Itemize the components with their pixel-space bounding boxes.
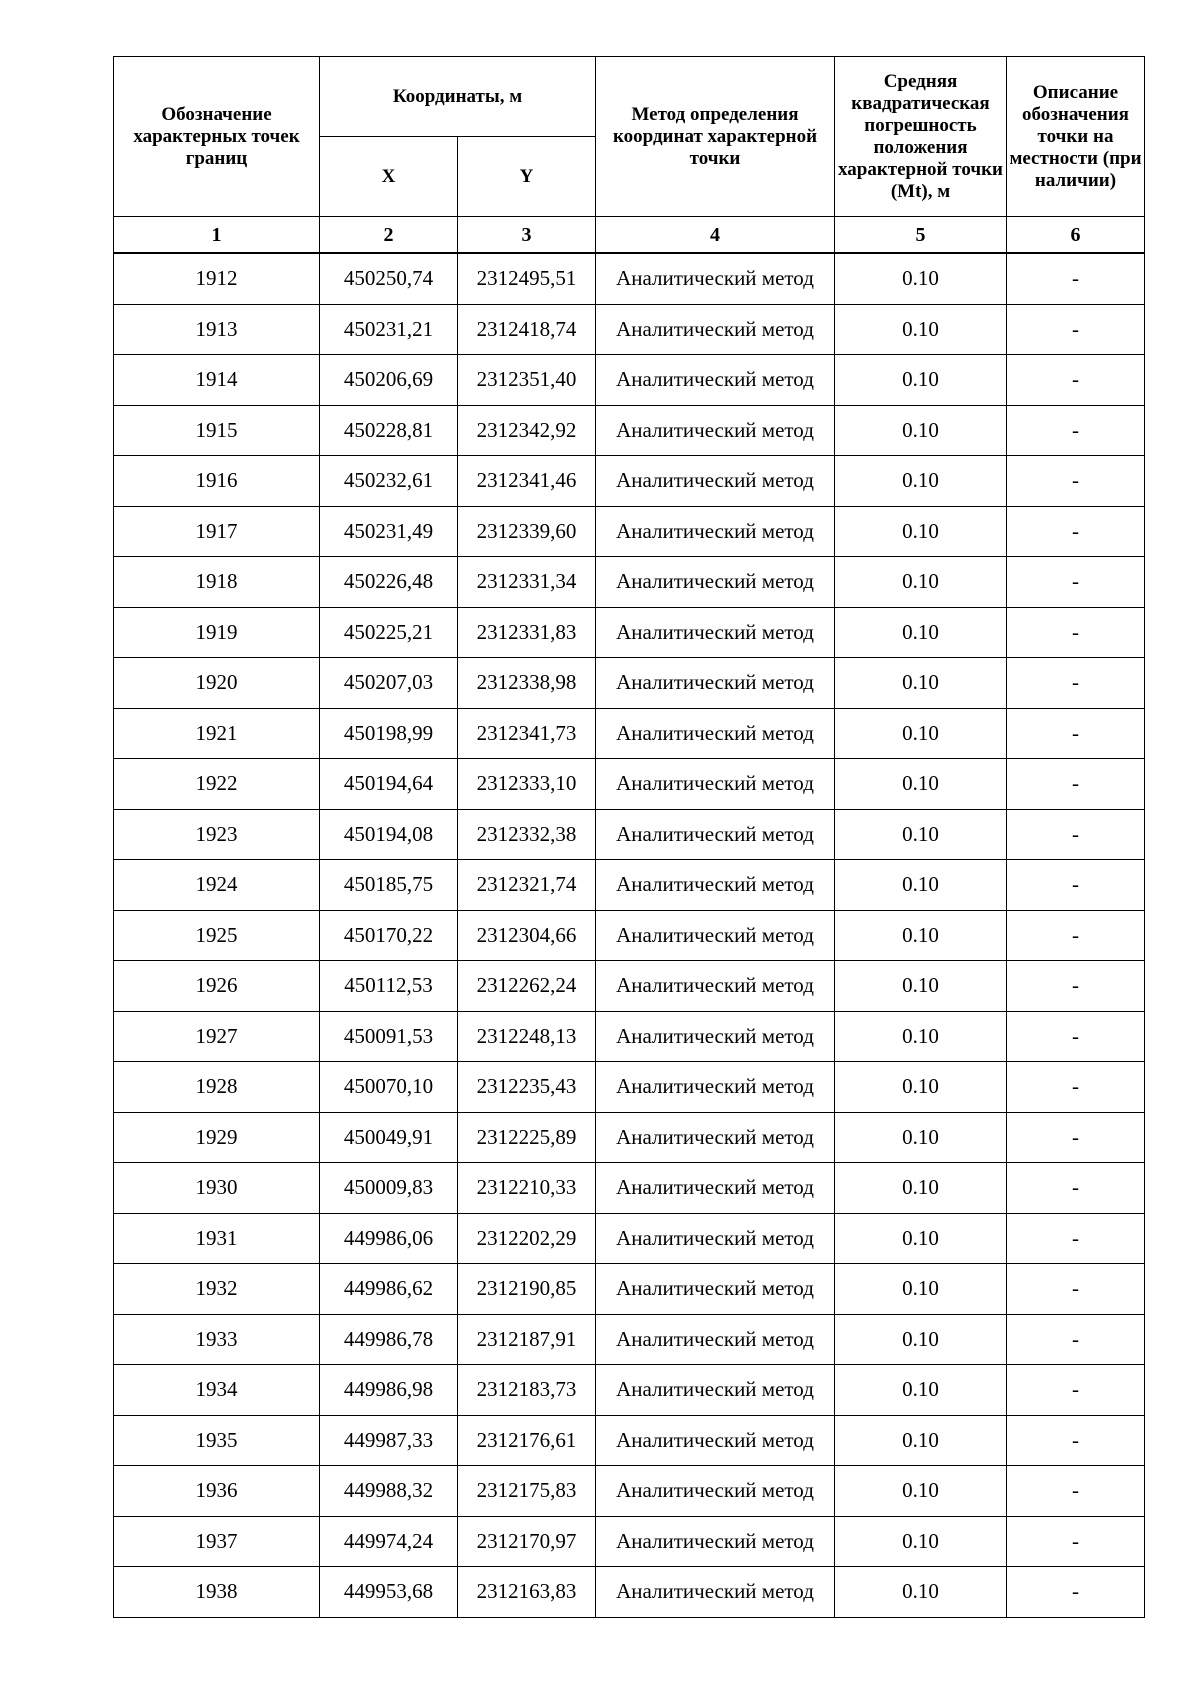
cell-method: Аналитический метод bbox=[596, 1264, 835, 1315]
header-number-3: 3 bbox=[458, 217, 596, 253]
cell-point: 1928 bbox=[114, 1062, 320, 1113]
cell-y: 2312418,74 bbox=[458, 304, 596, 355]
header-number-6: 6 bbox=[1007, 217, 1145, 253]
cell-point: 1921 bbox=[114, 708, 320, 759]
cell-x: 450112,53 bbox=[320, 961, 458, 1012]
cell-mt: 0.10 bbox=[835, 1062, 1007, 1113]
cell-mt: 0.10 bbox=[835, 557, 1007, 608]
cell-y: 2312183,73 bbox=[458, 1365, 596, 1416]
cell-mt: 0.10 bbox=[835, 304, 1007, 355]
cell-method: Аналитический метод bbox=[596, 456, 835, 507]
table-row bbox=[114, 961, 1145, 1012]
cell-y: 2312338,98 bbox=[458, 658, 596, 709]
header-description: Описание обозначения точки на местности (при наличии) bbox=[1007, 57, 1145, 217]
table-row bbox=[114, 1466, 1145, 1517]
cell-description: - bbox=[1007, 1466, 1145, 1517]
cell-x: 450207,03 bbox=[320, 658, 458, 709]
table-row bbox=[114, 1163, 1145, 1214]
cell-description: - bbox=[1007, 1011, 1145, 1062]
table-row bbox=[114, 1365, 1145, 1416]
table-row bbox=[114, 1516, 1145, 1567]
cell-mt: 0.10 bbox=[835, 1415, 1007, 1466]
cell-y: 2312235,43 bbox=[458, 1062, 596, 1113]
cell-description: - bbox=[1007, 1516, 1145, 1567]
cell-x: 450194,64 bbox=[320, 759, 458, 810]
cell-mt: 0.10 bbox=[835, 708, 1007, 759]
cell-mt: 0.10 bbox=[835, 1112, 1007, 1163]
cell-description: - bbox=[1007, 910, 1145, 961]
cell-x: 450185,75 bbox=[320, 860, 458, 911]
cell-point: 1933 bbox=[114, 1314, 320, 1365]
cell-description: - bbox=[1007, 607, 1145, 658]
cell-point: 1918 bbox=[114, 557, 320, 608]
table-row bbox=[114, 708, 1145, 759]
cell-x: 450091,53 bbox=[320, 1011, 458, 1062]
cell-method: Аналитический метод bbox=[596, 607, 835, 658]
cell-method: Аналитический метод bbox=[596, 1163, 835, 1214]
cell-method: Аналитический метод bbox=[596, 304, 835, 355]
cell-x: 450226,48 bbox=[320, 557, 458, 608]
cell-mt: 0.10 bbox=[835, 405, 1007, 456]
cell-method: Аналитический метод bbox=[596, 1516, 835, 1567]
cell-point: 1936 bbox=[114, 1466, 320, 1517]
cell-description: - bbox=[1007, 708, 1145, 759]
cell-y: 2312333,10 bbox=[458, 759, 596, 810]
cell-mt: 0.10 bbox=[835, 658, 1007, 709]
cell-y: 2312331,83 bbox=[458, 607, 596, 658]
cell-mt: 0.10 bbox=[835, 1516, 1007, 1567]
cell-description: - bbox=[1007, 304, 1145, 355]
cell-mt: 0.10 bbox=[835, 456, 1007, 507]
cell-description: - bbox=[1007, 759, 1145, 810]
cell-point: 1916 bbox=[114, 456, 320, 507]
cell-description: - bbox=[1007, 1213, 1145, 1264]
cell-mt: 0.10 bbox=[835, 860, 1007, 911]
cell-point: 1927 bbox=[114, 1011, 320, 1062]
table-row bbox=[114, 1264, 1145, 1315]
cell-method: Аналитический метод bbox=[596, 860, 835, 911]
cell-y: 2312351,40 bbox=[458, 355, 596, 406]
cell-x: 450070,10 bbox=[320, 1062, 458, 1113]
cell-mt: 0.10 bbox=[835, 1163, 1007, 1214]
cell-method: Аналитический метод bbox=[596, 506, 835, 557]
cell-description: - bbox=[1007, 506, 1145, 557]
header-error: Средняя квадратическая погрешность положения характерной точки (Mt), м bbox=[835, 57, 1007, 217]
cell-y: 2312202,29 bbox=[458, 1213, 596, 1264]
cell-y: 2312331,34 bbox=[458, 557, 596, 608]
cell-point: 1926 bbox=[114, 961, 320, 1012]
cell-y: 2312248,13 bbox=[458, 1011, 596, 1062]
cell-point: 1917 bbox=[114, 506, 320, 557]
cell-point: 1919 bbox=[114, 607, 320, 658]
cell-y: 2312321,74 bbox=[458, 860, 596, 911]
cell-y: 2312332,38 bbox=[458, 809, 596, 860]
cell-point: 1935 bbox=[114, 1415, 320, 1466]
coordinates-table bbox=[113, 253, 1145, 1618]
cell-y: 2312342,92 bbox=[458, 405, 596, 456]
cell-method: Аналитический метод bbox=[596, 961, 835, 1012]
table-row bbox=[114, 658, 1145, 709]
cell-y: 2312170,97 bbox=[458, 1516, 596, 1567]
cell-x: 450206,69 bbox=[320, 355, 458, 406]
cell-description: - bbox=[1007, 456, 1145, 507]
cell-x: 450170,22 bbox=[320, 910, 458, 961]
table-row bbox=[114, 759, 1145, 810]
cell-method: Аналитический метод bbox=[596, 708, 835, 759]
cell-description: - bbox=[1007, 1062, 1145, 1113]
cell-description: - bbox=[1007, 1365, 1145, 1416]
cell-mt: 0.10 bbox=[835, 1567, 1007, 1618]
header-method: Метод определения координат характерной точки bbox=[596, 57, 835, 217]
cell-description: - bbox=[1007, 1163, 1145, 1214]
cell-mt: 0.10 bbox=[835, 254, 1007, 305]
cell-mt: 0.10 bbox=[835, 1466, 1007, 1517]
cell-point: 1920 bbox=[114, 658, 320, 709]
cell-method: Аналитический метод bbox=[596, 1112, 835, 1163]
cell-description: - bbox=[1007, 860, 1145, 911]
cell-method: Аналитический метод bbox=[596, 910, 835, 961]
header-number-5: 5 bbox=[835, 217, 1007, 253]
cell-method: Аналитический метод bbox=[596, 1365, 835, 1416]
cell-y: 2312225,89 bbox=[458, 1112, 596, 1163]
cell-y: 2312175,83 bbox=[458, 1466, 596, 1517]
cell-point: 1922 bbox=[114, 759, 320, 810]
header-coordinates: Координаты, м bbox=[320, 57, 596, 137]
cell-description: - bbox=[1007, 658, 1145, 709]
cell-method: Аналитический метод bbox=[596, 1415, 835, 1466]
table-row bbox=[114, 1415, 1145, 1466]
cell-description: - bbox=[1007, 809, 1145, 860]
cell-x: 449986,78 bbox=[320, 1314, 458, 1365]
table-row bbox=[114, 910, 1145, 961]
cell-mt: 0.10 bbox=[835, 607, 1007, 658]
cell-x: 449986,98 bbox=[320, 1365, 458, 1416]
cell-method: Аналитический метод bbox=[596, 254, 835, 305]
cell-point: 1931 bbox=[114, 1213, 320, 1264]
cell-point: 1932 bbox=[114, 1264, 320, 1315]
cell-x: 449988,32 bbox=[320, 1466, 458, 1517]
cell-point: 1923 bbox=[114, 809, 320, 860]
table-row bbox=[114, 405, 1145, 456]
table-row bbox=[114, 254, 1145, 305]
cell-point: 1937 bbox=[114, 1516, 320, 1567]
cell-point: 1914 bbox=[114, 355, 320, 406]
cell-mt: 0.10 bbox=[835, 1011, 1007, 1062]
cell-mt: 0.10 bbox=[835, 1314, 1007, 1365]
cell-description: - bbox=[1007, 254, 1145, 305]
cell-x: 450232,61 bbox=[320, 456, 458, 507]
table-row bbox=[114, 1062, 1145, 1113]
cell-description: - bbox=[1007, 557, 1145, 608]
cell-method: Аналитический метод bbox=[596, 1011, 835, 1062]
cell-point: 1925 bbox=[114, 910, 320, 961]
table-row bbox=[114, 1112, 1145, 1163]
cell-mt: 0.10 bbox=[835, 1365, 1007, 1416]
header-number-4: 4 bbox=[596, 217, 835, 253]
cell-y: 2312341,73 bbox=[458, 708, 596, 759]
cell-description: - bbox=[1007, 1112, 1145, 1163]
cell-x: 450009,83 bbox=[320, 1163, 458, 1214]
table-row bbox=[114, 1567, 1145, 1618]
cell-description: - bbox=[1007, 1567, 1145, 1618]
cell-method: Аналитический метод bbox=[596, 557, 835, 608]
header-point-designation: Обозначение характерных точек границ bbox=[114, 57, 320, 217]
cell-mt: 0.10 bbox=[835, 809, 1007, 860]
cell-x: 449986,62 bbox=[320, 1264, 458, 1315]
header-x: X bbox=[320, 137, 458, 217]
cell-method: Аналитический метод bbox=[596, 405, 835, 456]
cell-y: 2312190,85 bbox=[458, 1264, 596, 1315]
cell-description: - bbox=[1007, 405, 1145, 456]
cell-point: 1934 bbox=[114, 1365, 320, 1416]
cell-method: Аналитический метод bbox=[596, 1314, 835, 1365]
table-row bbox=[114, 860, 1145, 911]
table-row bbox=[114, 809, 1145, 860]
table-row bbox=[114, 607, 1145, 658]
cell-x: 450250,74 bbox=[320, 254, 458, 305]
table-row bbox=[114, 1314, 1145, 1365]
cell-method: Аналитический метод bbox=[596, 1567, 835, 1618]
table-header bbox=[113, 56, 1145, 253]
cell-x: 450049,91 bbox=[320, 1112, 458, 1163]
cell-point: 1915 bbox=[114, 405, 320, 456]
cell-method: Аналитический метод bbox=[596, 1213, 835, 1264]
cell-y: 2312304,66 bbox=[458, 910, 596, 961]
cell-y: 2312341,46 bbox=[458, 456, 596, 507]
cell-y: 2312163,83 bbox=[458, 1567, 596, 1618]
header-number-2: 2 bbox=[320, 217, 458, 253]
cell-description: - bbox=[1007, 355, 1145, 406]
cell-point: 1938 bbox=[114, 1567, 320, 1618]
header-number-1: 1 bbox=[114, 217, 320, 253]
cell-mt: 0.10 bbox=[835, 1213, 1007, 1264]
cell-y: 2312495,51 bbox=[458, 254, 596, 305]
cell-mt: 0.10 bbox=[835, 961, 1007, 1012]
table-row bbox=[114, 456, 1145, 507]
cell-point: 1929 bbox=[114, 1112, 320, 1163]
cell-x: 450231,21 bbox=[320, 304, 458, 355]
cell-mt: 0.10 bbox=[835, 355, 1007, 406]
cell-mt: 0.10 bbox=[835, 506, 1007, 557]
table-row bbox=[114, 1011, 1145, 1062]
cell-y: 2312176,61 bbox=[458, 1415, 596, 1466]
cell-method: Аналитический метод bbox=[596, 1062, 835, 1113]
cell-description: - bbox=[1007, 1264, 1145, 1315]
cell-x: 450225,21 bbox=[320, 607, 458, 658]
table-row bbox=[114, 1213, 1145, 1264]
cell-method: Аналитический метод bbox=[596, 355, 835, 406]
cell-y: 2312187,91 bbox=[458, 1314, 596, 1365]
cell-method: Аналитический метод bbox=[596, 809, 835, 860]
cell-mt: 0.10 bbox=[835, 910, 1007, 961]
table-row bbox=[114, 506, 1145, 557]
cell-x: 449987,33 bbox=[320, 1415, 458, 1466]
cell-y: 2312262,24 bbox=[458, 961, 596, 1012]
table-row bbox=[114, 304, 1145, 355]
header-y: Y bbox=[458, 137, 596, 217]
cell-description: - bbox=[1007, 1314, 1145, 1365]
table-row bbox=[114, 557, 1145, 608]
cell-x: 449953,68 bbox=[320, 1567, 458, 1618]
cell-y: 2312210,33 bbox=[458, 1163, 596, 1214]
cell-description: - bbox=[1007, 1415, 1145, 1466]
cell-x: 449974,24 bbox=[320, 1516, 458, 1567]
cell-point: 1912 bbox=[114, 254, 320, 305]
cell-x: 450198,99 bbox=[320, 708, 458, 759]
cell-method: Аналитический метод bbox=[596, 759, 835, 810]
table-row bbox=[114, 355, 1145, 406]
cell-y: 2312339,60 bbox=[458, 506, 596, 557]
cell-point: 1924 bbox=[114, 860, 320, 911]
cell-x: 450228,81 bbox=[320, 405, 458, 456]
cell-method: Аналитический метод bbox=[596, 658, 835, 709]
cell-point: 1930 bbox=[114, 1163, 320, 1214]
cell-x: 450231,49 bbox=[320, 506, 458, 557]
cell-x: 450194,08 bbox=[320, 809, 458, 860]
cell-mt: 0.10 bbox=[835, 759, 1007, 810]
cell-mt: 0.10 bbox=[835, 1264, 1007, 1315]
cell-x: 449986,06 bbox=[320, 1213, 458, 1264]
cell-description: - bbox=[1007, 961, 1145, 1012]
cell-point: 1913 bbox=[114, 304, 320, 355]
cell-method: Аналитический метод bbox=[596, 1466, 835, 1517]
